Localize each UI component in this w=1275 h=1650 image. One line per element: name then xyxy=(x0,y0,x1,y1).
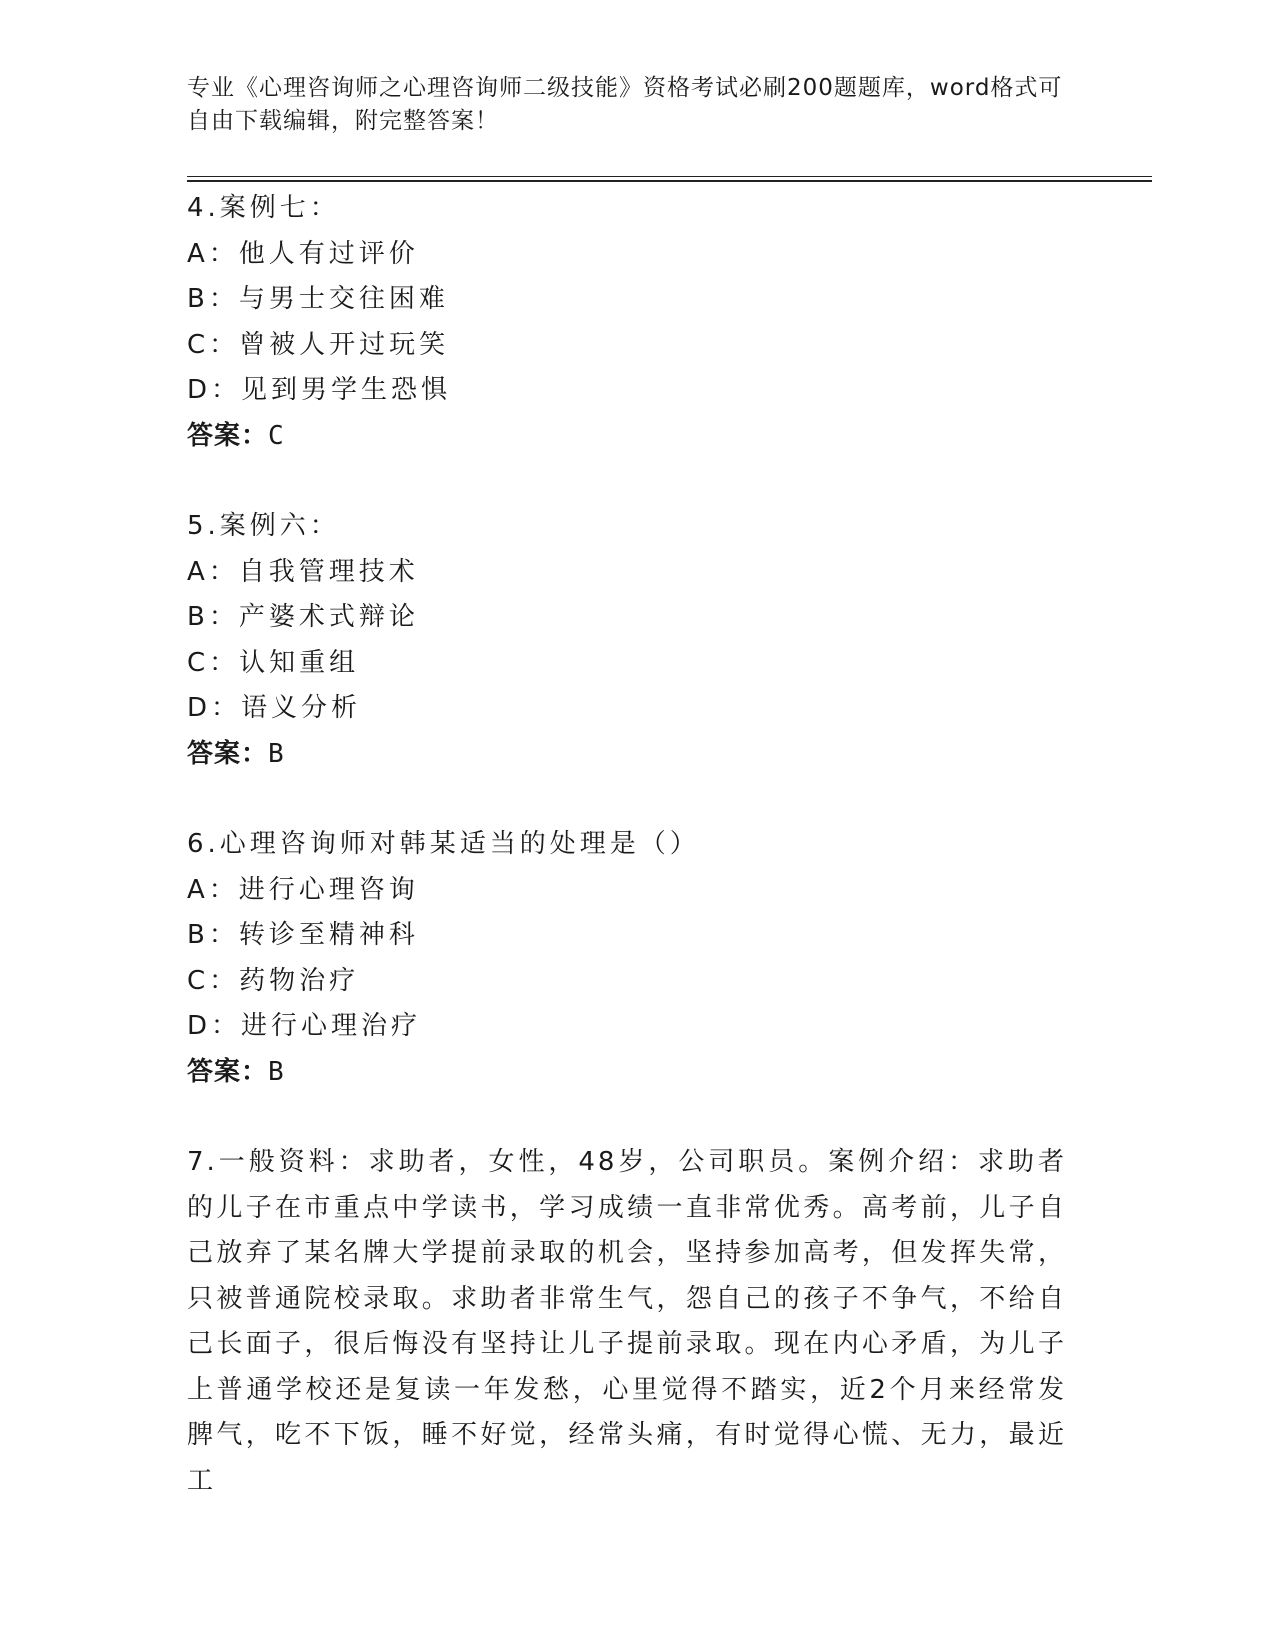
answer xyxy=(187,1050,1067,1096)
option-b: B：与男士交往困难 xyxy=(187,284,449,314)
option-a: A：他人有过评价 xyxy=(187,238,419,269)
option-a: A：进行心理咨询 xyxy=(187,874,419,905)
question-title: 6.心理咨询师对韩某适当的处理是（） xyxy=(187,829,700,859)
header-divider-thick xyxy=(187,180,1152,182)
option-c: C：药物治疗 xyxy=(187,965,360,996)
option-c: C：认知重组 xyxy=(187,647,360,678)
question-title: 5.案例六： xyxy=(187,511,340,541)
question-4 xyxy=(187,186,1067,459)
question-7 xyxy=(187,1140,1067,1504)
question-list xyxy=(187,186,1067,1549)
option-d: D：语义分析 xyxy=(187,693,362,723)
answer-value: B xyxy=(268,1056,285,1087)
option-a: A：自我管理技术 xyxy=(187,556,419,587)
option-b: B：转诊至精神科 xyxy=(187,920,419,950)
option-c: C：曾被人开过玩笑 xyxy=(187,329,450,360)
question-6 xyxy=(187,822,1067,1095)
header-text: 专业《心理咨询师之心理咨询师二级技能》资格考试必刷200题题库，word格式可自由下载编辑，附完整答案！ xyxy=(187,75,1063,134)
answer-value: C xyxy=(268,420,285,451)
answer xyxy=(187,732,1067,778)
question-title: 4.案例七： xyxy=(187,193,340,223)
option-d: D：见到男学生恐惧 xyxy=(187,375,452,405)
option-b: B：产婆术式辩论 xyxy=(187,602,419,632)
answer-label: 答案： xyxy=(187,1056,269,1087)
answer-value: B xyxy=(268,738,285,769)
answer-label: 答案： xyxy=(187,420,269,451)
case-description: 7.一般资料：求助者，女性，48岁，公司职员。案例介绍：求助者的儿子在市重点中学读书，学习成绩一直非常优秀。高考前，儿子自己放弃了某名牌大学提前录取的机会，坚持参加高考，但发挥失常，只被普通院校录取。求助者非常生气，怨自己的孩子不争气，不给自己长面子，很后悔没有坚持让儿子提前录取。现在内心矛盾，为儿子上普通学校还是复读一年发愁，心里觉得不踏实，近2个月来经常发脾气，吃不下饭，睡不好觉，经常头痛，有时觉得心慌、无力，最近工 xyxy=(187,1147,1067,1496)
answer xyxy=(187,414,1067,460)
option-d: D：进行心理治疗 xyxy=(187,1011,422,1041)
answer-label: 答案： xyxy=(187,738,269,769)
question-5 xyxy=(187,504,1067,777)
header-divider-thin xyxy=(187,176,1152,177)
document-header xyxy=(187,72,1067,138)
